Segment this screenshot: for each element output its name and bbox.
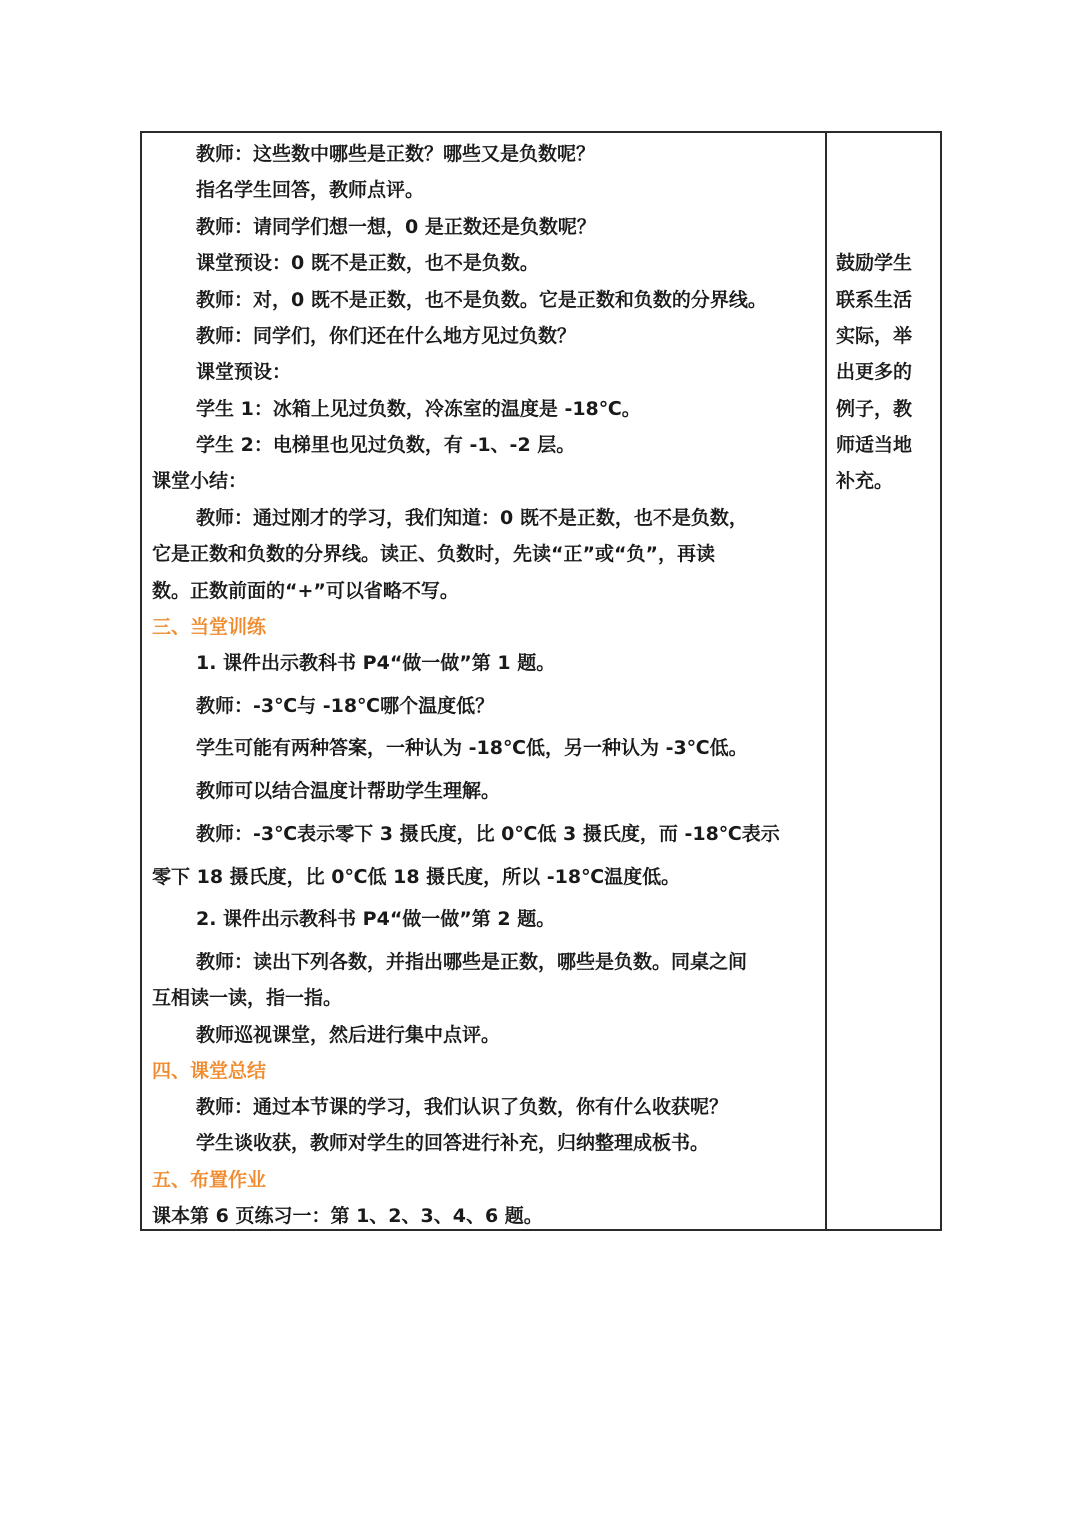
text-line: 它是正数和负数的分界线。读正、负数时，先读“正”或“负”，再读 — [152, 543, 715, 565]
text-line: 互相读一读，指一指。 — [152, 987, 343, 1009]
text-line: 教师可以结合温度计帮助学生理解。 — [196, 780, 501, 802]
text-line: 教师：对，0 既不是正数，也不是负数。它是正数和负数的分界线。 — [196, 289, 767, 311]
section-heading: 四、课堂总结 — [152, 1060, 267, 1082]
text-line: 课本第 6 页练习一：第 1、2、3、4、6 题。 — [152, 1205, 543, 1227]
text-line: 数。正数前面的“+”可以省略不写。 — [152, 580, 459, 602]
text-line: 学生谈收获，教师对学生的回答进行补充，归纳整理成板书。 — [196, 1132, 710, 1154]
text-line: 教师：这些数中哪些是正数？哪些又是负数呢？ — [196, 143, 596, 165]
section-label: 课堂小结： — [152, 470, 248, 492]
section-heading: 三、当堂训练 — [152, 616, 267, 638]
note-line: 联系生活 — [836, 289, 913, 311]
note-line: 补充。 — [836, 470, 894, 492]
text-line: 教师：读出下列各数，并指出哪些是正数，哪些是负数。同桌之间 — [196, 951, 748, 973]
text-line: 教师：通过刚才的学习，我们知道：0 既不是正数，也不是负数， — [196, 507, 748, 529]
text-line: 教师：同学们，你们还在什么地方见过负数？ — [196, 325, 577, 347]
text-line: 教师巡视课堂，然后进行集中点评。 — [196, 1024, 501, 1046]
note-line: 例子，教 — [836, 398, 913, 420]
note-line: 师适当地 — [836, 434, 913, 456]
text-line: 课堂预设：0 既不是正数，也不是负数。 — [196, 252, 539, 274]
column-divider — [825, 131, 827, 1231]
text-line: 学生可能有两种答案，一种认为 -18℃低，另一种认为 -3℃低。 — [196, 737, 748, 759]
text-line: 1. 课件出示教科书 P4“做一做”第 1 题。 — [196, 652, 556, 674]
text-line: 教师：-3℃与 -18℃哪个温度低？ — [196, 695, 495, 717]
text-line: 零下 18 摄氏度，比 0℃低 18 摄氏度，所以 -18℃温度低。 — [152, 866, 681, 888]
text-line: 教师：-3℃表示零下 3 摄氏度，比 0℃低 3 摄氏度，而 -18℃表示 — [196, 823, 780, 845]
text-line: 学生 1：冰箱上见过负数，冷冻室的温度是 -18℃。 — [196, 398, 641, 420]
text-line: 学生 2：电梯里也见过负数，有 -1、-2 层。 — [196, 434, 576, 456]
section-heading: 五、布置作业 — [152, 1169, 267, 1191]
text-line: 教师：通过本节课的学习，我们认识了负数，你有什么收获呢？ — [196, 1096, 729, 1118]
note-line: 实际，举 — [836, 325, 913, 347]
text-line: 课堂预设： — [196, 361, 292, 383]
teaching-note-column — [836, 131, 936, 1231]
note-line: 出更多的 — [836, 361, 913, 383]
text-line: 教师：请同学们想一想，0 是正数还是负数呢？ — [196, 216, 596, 238]
note-line: 鼓励学生 — [836, 252, 913, 274]
text-line: 2. 课件出示教科书 P4“做一做”第 2 题。 — [196, 908, 556, 930]
text-line: 指名学生回答，教师点评。 — [196, 179, 425, 201]
lesson-content-column — [152, 131, 822, 1231]
